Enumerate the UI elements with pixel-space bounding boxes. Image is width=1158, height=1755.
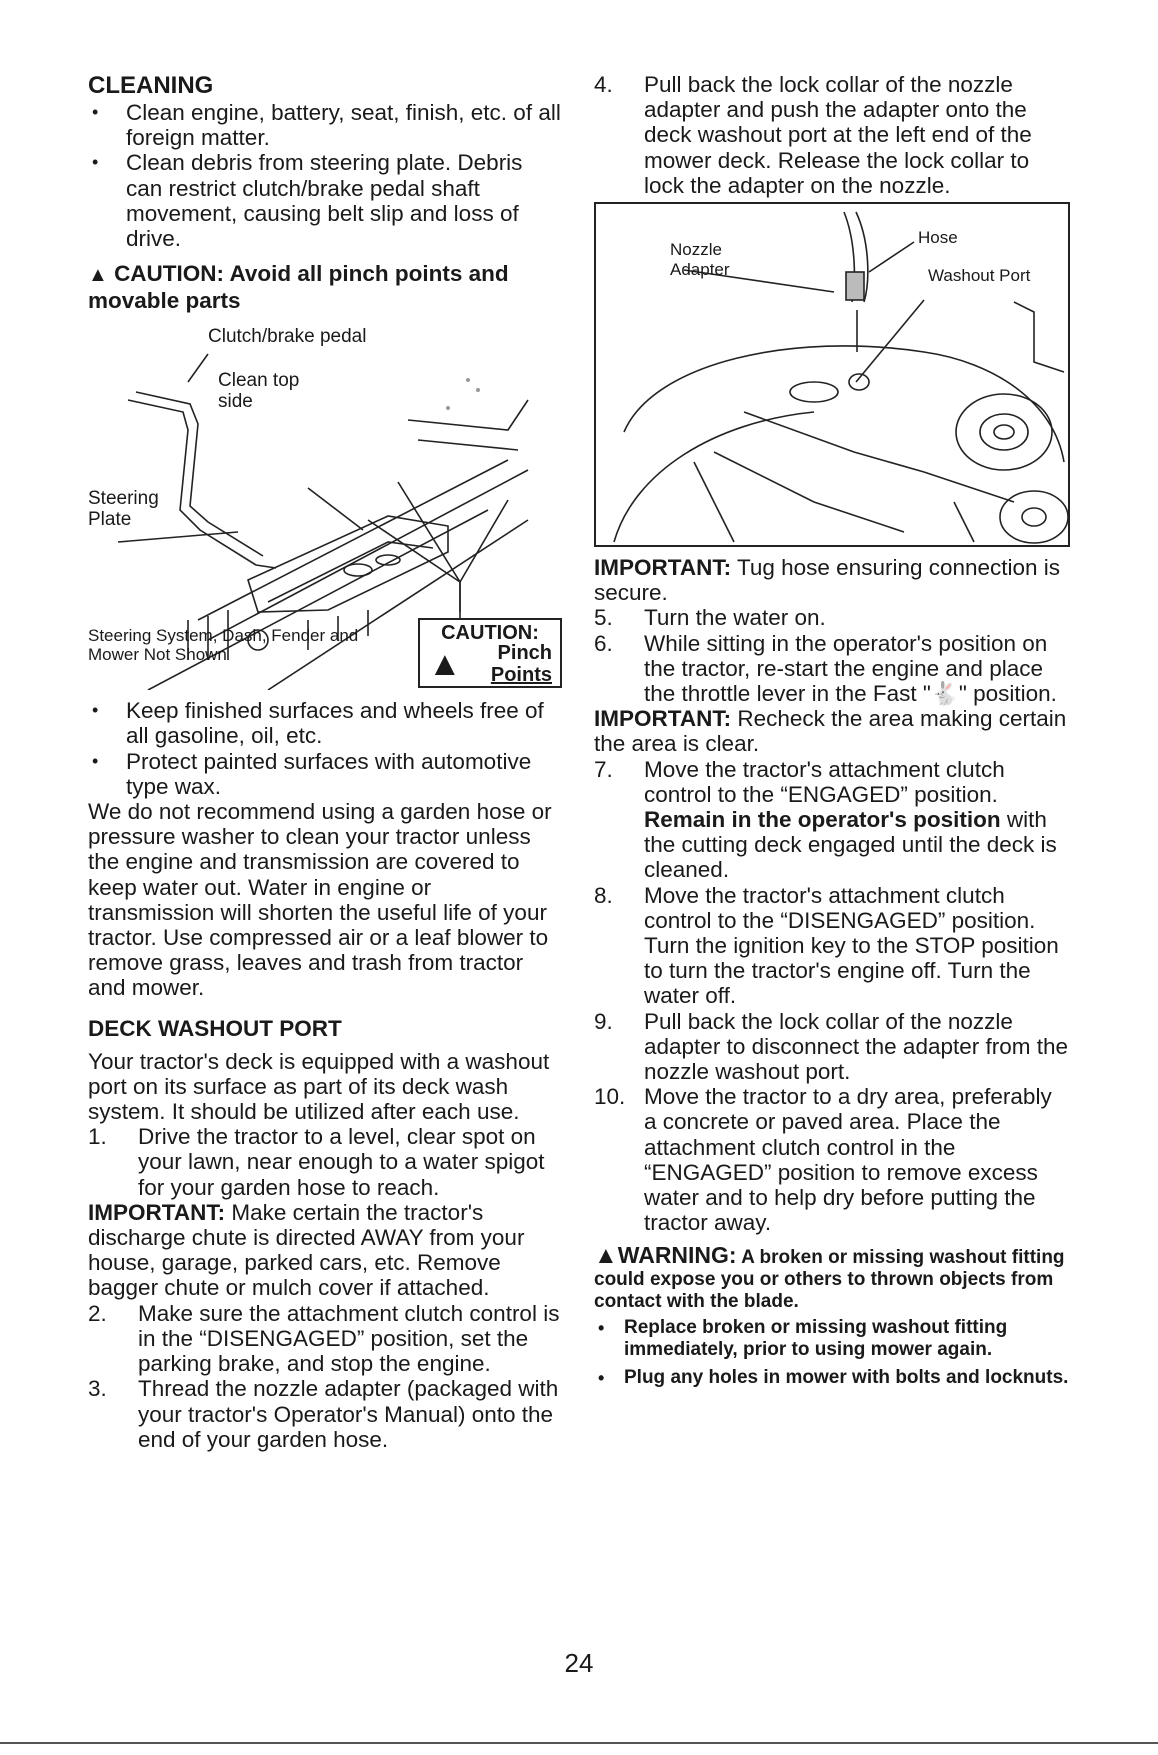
step-number: 5.	[594, 605, 613, 631]
step-text: Pull back the lock collar of the nozzle adapter and push the adapter onto the deck washout port at the left end of the mower deck. Release the lock collar to lock the adapter on the nozzle.	[644, 72, 1032, 198]
deck-washout-heading: DECK WASHOUT PORT	[88, 1015, 342, 1041]
step-9	[594, 1009, 1070, 1085]
cleaning-bullet: • Protect painted surfaces with automotive type wax.	[88, 749, 562, 799]
not-shown-label: Steering System, Dash, Fender and Mower Not Shown	[88, 626, 359, 665]
step-text: Pull back the lock collar of the nozzle adapter to disconnect the adapter from the nozzle washout port.	[644, 1008, 1069, 1085]
step-bold-text: Remain in the operator's position	[644, 807, 1001, 833]
step-number: 9.	[594, 1008, 613, 1034]
cleaning-heading: CLEANING	[88, 72, 214, 99]
step-text: Turn the water on.	[644, 605, 826, 631]
cleaning-bullet: • Clean debris from steering plate. Debris can restrict clutch/brake pedal shaft movement, causing belt slip and loss of drive.	[88, 150, 562, 251]
warning-note	[594, 1241, 1070, 1313]
important-text: Make certain the tractor's discharge chute is directed AWAY from your house, garage, parked cars, etc. Remove bagger chute or mulch cover if attached.	[88, 1199, 525, 1301]
caution-box-line2: Points	[490, 664, 552, 687]
steering-plate-figure	[88, 320, 562, 690]
step-text: Move the tractor's attachment clutch control to the “DISENGAGED” position. Turn the ignition key to the STOP position to turn the tractor's engine off. Turn the water off.	[644, 882, 1059, 1009]
caution-box-line1: Pinch	[497, 642, 552, 665]
step-text: Make sure the attachment clutch control is in the “DISENGAGED” position, set the parking brake, and stop the engine.	[138, 1300, 560, 1377]
step-number: 1.	[88, 1124, 107, 1150]
important-note	[594, 555, 1070, 605]
step-number: 3.	[88, 1376, 107, 1402]
warning-text: A broken or missing washout fitting could expose you or others to thrown objects from contact with the blade.	[594, 1246, 1065, 1312]
caution-heading	[88, 261, 562, 314]
pinch-points-caution-box	[418, 618, 562, 688]
cleaning-bullet: • Keep finished surfaces and wheels free of all gasoline, oil, etc.	[88, 698, 562, 748]
important-note	[88, 1200, 562, 1301]
step-number: 6.	[594, 630, 613, 656]
important-label: IMPORTANT:	[594, 706, 732, 732]
nozzle-label: Nozzle	[670, 240, 722, 260]
caution-triangle-icon: ▲	[88, 264, 108, 287]
step-7	[594, 757, 1070, 883]
important-text: Recheck the area making certain the area is clear.	[594, 706, 1067, 757]
step-number: 4.	[594, 72, 613, 97]
washout-port-figure	[594, 202, 1070, 547]
step-2	[88, 1301, 562, 1377]
step-6	[594, 631, 1070, 707]
hose-label: Hose	[918, 228, 958, 248]
step-text: Move the tractor to a dry area, preferably a concrete or paved area. Place the attachment clutch control in the “ENGAGED” position to remove excess water and to help dry before putting the tractor away.	[644, 1084, 1052, 1236]
right-column	[594, 72, 1070, 1389]
warning-bullet: • Plug any holes in mower with bolts and locknuts.	[594, 1367, 1070, 1389]
step-text: While sitting in the operator's position on the tractor, re-start the engine and place the throttle lever in the Fast "🐇" position.	[644, 630, 1057, 707]
step-text: Move the tractor's attachment clutch control to the “ENGAGED” position.	[644, 756, 1005, 807]
step-4	[594, 72, 1070, 198]
page-number: 24	[564, 1648, 594, 1678]
page-bottom-rule	[0, 1742, 1158, 1744]
cleaning-paragraph: We do not recommend using a garden hose or pressure washer to clean your tractor unless the engine and transmission are covered to keep water out. Water in engine or transmission will shorten the useful life of your tractor. Use compressed air or a leaf blower to remove grass, leaves and trash from tractor and mower.	[88, 799, 552, 1001]
step-number: 2.	[88, 1300, 107, 1326]
important-label: IMPORTANT:	[594, 555, 732, 581]
warning-label: WARNING:	[617, 1241, 737, 1268]
adapter-label: Adapter	[670, 260, 730, 280]
step-number: 7.	[594, 756, 613, 782]
warning-bullet: • Replace broken or missing washout fitting immediately, prior to using mower again.	[594, 1317, 1070, 1361]
deck-washout-intro: Your tractor's deck is equipped with a washout port on its surface as part of its deck wash system. It should be utilized after each use.	[88, 1048, 550, 1125]
step-1	[88, 1124, 562, 1200]
washout-port-label: Washout Port	[928, 266, 1031, 286]
step-number: 8.	[594, 882, 613, 908]
left-column	[88, 72, 562, 1452]
caution-box-title: CAUTION:	[441, 622, 539, 645]
steering-plate-label: Steering Plate	[88, 488, 159, 531]
warning-triangle-icon: ▲	[428, 645, 462, 684]
step-5	[594, 605, 1070, 630]
step-10	[594, 1084, 1070, 1235]
clean-top-side-label: Clean top side	[218, 370, 300, 413]
cleaning-bullet: • Clean engine, battery, seat, finish, etc. of all foreign matter.	[88, 100, 562, 150]
important-note	[594, 706, 1070, 756]
step-text: with the cutting deck engaged until the deck is cleaned.	[644, 807, 1057, 883]
caution-heading-text: CAUTION: Avoid all pinch points and movable parts	[88, 261, 509, 314]
pedal-label: Clutch/brake pedal	[208, 326, 367, 348]
step-8	[594, 883, 1070, 1009]
important-label: IMPORTANT:	[88, 1199, 226, 1225]
step-text: Thread the nozzle adapter (packaged with your tractor's Operator's Manual) onto the end of your garden hose.	[138, 1376, 559, 1452]
step-text: Drive the tractor to a level, clear spot on your lawn, near enough to a water spigot for your garden hose to reach.	[138, 1124, 545, 1200]
important-text: Tug hose ensuring connection is secure.	[594, 555, 1061, 606]
step-number: 10.	[594, 1084, 626, 1110]
step-3	[88, 1376, 562, 1452]
warning-triangle-icon: ▲	[594, 1241, 618, 1269]
washout-port-illustration	[594, 202, 1070, 547]
